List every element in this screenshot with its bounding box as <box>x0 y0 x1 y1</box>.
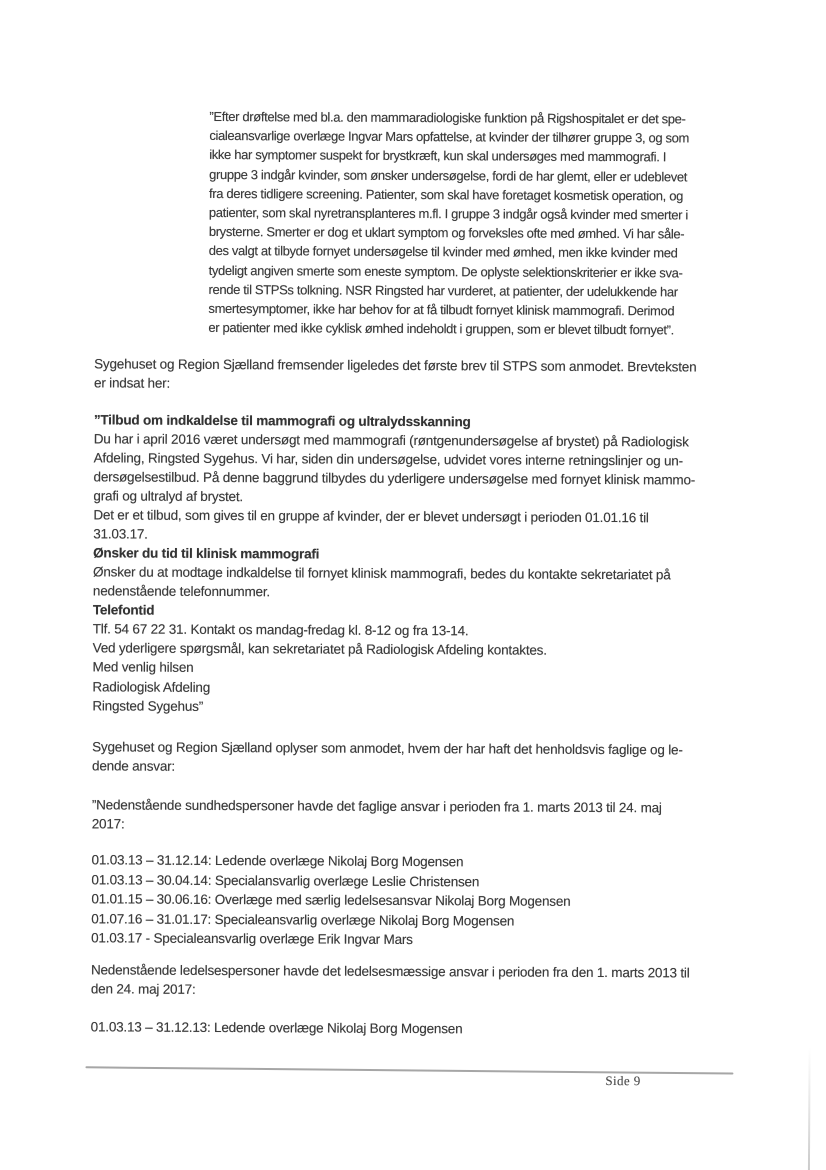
letter-booking-text: Ønsker du at modtage indkaldelse til fornyet klinisk mammografi, bedes du kontakte sekretariatet på nedenstående telefonnummer. <box>92 564 671 600</box>
responsibility-line: 01.01.15 – 30.06.16: Overlæge med særlig ledelsesansvar Nikolaj Borg Mogensen <box>91 891 571 910</box>
letter-booking-heading: Ønsker du tid til klinisk mammografi <box>93 545 320 562</box>
scan-edge-artifact <box>808 1047 811 1170</box>
paragraph-faglige-intro: ”Nedenstående sundhedspersoner havde det faglige ansvar i perioden fra 1. marts 2013 til 24. maj 2017: <box>91 797 662 832</box>
responsibility-list <box>91 851 792 952</box>
document-body <box>91 106 796 1040</box>
responsibility-line: 01.03.13 – 31.12.14: Ledende overlæge Nikolaj Borg Mogensen <box>91 852 464 870</box>
letter-phone-heading: Telefontid <box>92 602 155 619</box>
ledelse-responsibility-line: 01.03.13 – 31.12.13: Ledende overlæge Nikolaj Borg Mogensen <box>90 1019 463 1037</box>
letter-closing: Med venlig hilsen <box>92 659 194 676</box>
letter-questions-text: Ved yderligere spørgsmål, kan sekretariatet på Radiologisk Afdeling kontaktes. <box>92 640 547 659</box>
letter-title: ”Tilbud om indkaldelse til mammografi og ultralydsskanning <box>93 412 471 430</box>
letter-phone-text: Tlf. 54 67 22 31. Kontakt os mandag-fredag kl. 8-12 og fra 13-14. <box>92 621 469 639</box>
page-number-label: Side 9 <box>605 1073 641 1089</box>
responsibility-line: 01.07.16 – 31.01.17: Specialeansvarlig overlæge Nikolaj Borg Mogensen <box>91 911 515 929</box>
responsibility-line: 01.03.17 - Specialeansvarlig overlæge Erik Ingvar Mars <box>91 930 413 948</box>
letter-signature: Radiologisk Afdeling Ringsted Sygehus” <box>92 679 211 715</box>
paragraph-fremsender: Sygehuset og Region Sjælland fremsender ligeledes det første brev til STPS som anmodet. Brevteksten er indsat her: <box>94 356 697 392</box>
responsibility-line: 01.03.13 – 30.04.14: Specialansvarlig overlæge Leslie Christensen <box>91 872 480 890</box>
paragraph-ledelse-intro: Nedenstående ledelsespersoner havde det ledelsesmæssige ansvar i perioden fra den 1. marts 2013 til den 24. maj 2017: <box>90 962 690 997</box>
paragraph-oplyser: Sygehuset og Region Sjælland oplyser som anmodet, hvem der har haft det henholdsvis faglige og le- dende ansvar: <box>92 739 683 775</box>
letter-offer-period: Det er et tilbud, som gives til en gruppe af kvinder, der er blevet undersøgt i perioden 01.01.16 til 31.03.17. <box>93 507 649 543</box>
letter-intro: Du har i april 2016 været undersøgt med mammografi (røntgenundersøgelse af brystet) på Radiologisk Afdeling, Ringsted Sygehus. Vi har, siden din undersøgelse, udvidet vores interne retningslinjer og un- dersøgelsestilbud. På denne baggrund tilbydes du yderligere undersøgelse med fornyet klinisk mammo- grafi og ultralyd af brystet. <box>93 431 696 505</box>
quoted-letter-excerpt: ”Efter drøftelse med bl.a. den mammaradiologiske funktion på Rigshospitalet er det spe- cialeansvarlige overlæge Ingvar Mars opfattelse, at kvinder der tilhører gruppe 3, og som ikke har symptomer suspekt for brystkræft, kun skal undersøges med mammografi. I gruppe 3 indgår kvinder, som ønsker undersøgelse, fordi de har glemt, eller er udeblevet fra deres tidligere screening. Patienter, som skal have foretaget kosmetisk operation, og patienter, som skal nyretransplanteres m.fl. I gruppe 3 indgår også kvinder med smerter i brysterne. Smerter er dog et uklart symptom og forveksles ofte med ømhed. Vi har såle- des valgt at tilbyde fornyet undersøgelse til kvinder med ømhed, men ikke kvinder med tydeligt angiven smerte som eneste symptom. De oplyste selektionskriterier er ikke sva- rende til STPSs tolkning. NSR Ringsted har vurderet, at patienter, der udelukkende har smertesymptomer, ikke har behov for at få tilbudt fornyet klinisk mammografi. Derimod er patienter med ikke cyklisk ømhed indeholdt i gruppen, som er blevet tilbudt fornyet”. <box>208 108 690 338</box>
